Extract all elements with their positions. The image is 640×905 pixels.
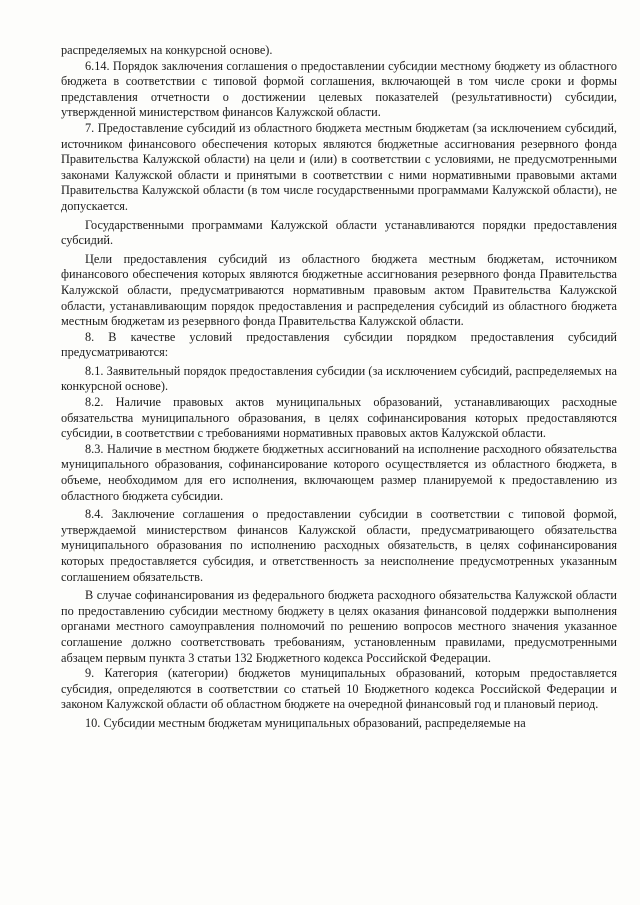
paragraph: 6.14. Порядок заключения соглашения о предоставлении субсидии местному бюджету из областного бюджета в соответствии с типовой формой соглашения, включающей в том числе сроки и формы представления отчетности о достижении целевых показателей (результативности) субсидии, утвержденной министерством финансов Калужской области. bbox=[61, 58, 617, 120]
paragraph: В случае софинансирования из федерального бюджета расходного обязательства Калужской области по предоставлению субсидии местному бюджету в целях оказания финансовой поддержки выполнения органами местного самоуправления полномочий по решению вопросов местного значения указанное соглашение должно соответствовать требованиям, установленным правилами, предусмотренными абзацем первым пункта 3 статьи 132 Бюджетного кодекса Российской Федерации. bbox=[61, 588, 617, 665]
paragraph: 8.2. Наличие правовых актов муниципальных образований, устанавливающих расходные обязательства муниципального образования, в целях софинансирования которых предоставляются субсидии, в соответствии с требованиями нормативных правовых актов Калужской области. bbox=[61, 395, 617, 441]
paragraph: 8. В качестве условий предоставления субсидии порядком предоставления субсидий предусматриваются: bbox=[61, 329, 617, 360]
paragraph: 8.3. Наличие в местном бюджете бюджетных ассигнований на исполнение расходного обязательства муниципального образования, софинансирование которого осуществляется из областного бюджета, в объеме, необходимом для его исполнения, включающем размер планируемой к предоставлению из областного бюджета субсидии. bbox=[61, 441, 617, 503]
paragraph: распределяемых на конкурсной основе). bbox=[61, 43, 273, 57]
paragraph: 10. Субсидии местным бюджетам муниципальных образований, распределяемые на bbox=[85, 715, 526, 730]
paragraph: 8.1. Заявительный порядок предоставления субсидии (за исключением субсидий, распределяемых на конкурсной основе). bbox=[61, 363, 617, 394]
paragraph: 8.4. Заключение соглашения о предоставлении субсидии в соответствии с типовой формой, утверждаемой министерством финансов Калужской области, предусматривающего обязательства муниципального образования по исполнению расходных обязательств, в целях софинансирования которых предоставляется субсидия, и ответственность за неисполнение предусмотренных указанным соглашением обязательств. bbox=[61, 507, 617, 584]
paragraph: Государственными программами Калужской области устанавливаются порядки предоставления субсидий. bbox=[61, 217, 617, 248]
paragraph: 7. Предоставление субсидий из областного бюджета местным бюджетам (за исключением субсидий, источником финансового обеспечения которых являются бюджетные ассигнования резервного фонда Правительства Калужской области) на цели и (или) в соответствии с условиями, не предусмотренными законами Калужской области и принятыми в соответствии с ними нормативными правовыми актами Правительства Калужской области (в том числе государственными программами Калужской области), не допускается. bbox=[61, 120, 617, 213]
document-text bbox=[61, 43, 617, 732]
paragraph: Цели предоставления субсидий из областного бюджета местным бюджетам, источником финансового обеспечения которых являются бюджетные ассигнования резервного фонда Правительства Калужской области, предусматриваются нормативным правовым актом Правительства Калужской области, устанавливающим порядок предоставления и распределения субсидий из областного бюджета местным бюджетам из резервного фонда Правительства Калужской области. bbox=[61, 251, 617, 329]
paragraph: 9. Категория (категории) бюджетов муниципальных образований, которым предоставляется субсидия, определяются в соответствии со статьей 10 Бюджетного кодекса Российской Федерации и законом Калужской области об областном бюджете на очередной финансовый год и плановый период. bbox=[61, 666, 617, 712]
